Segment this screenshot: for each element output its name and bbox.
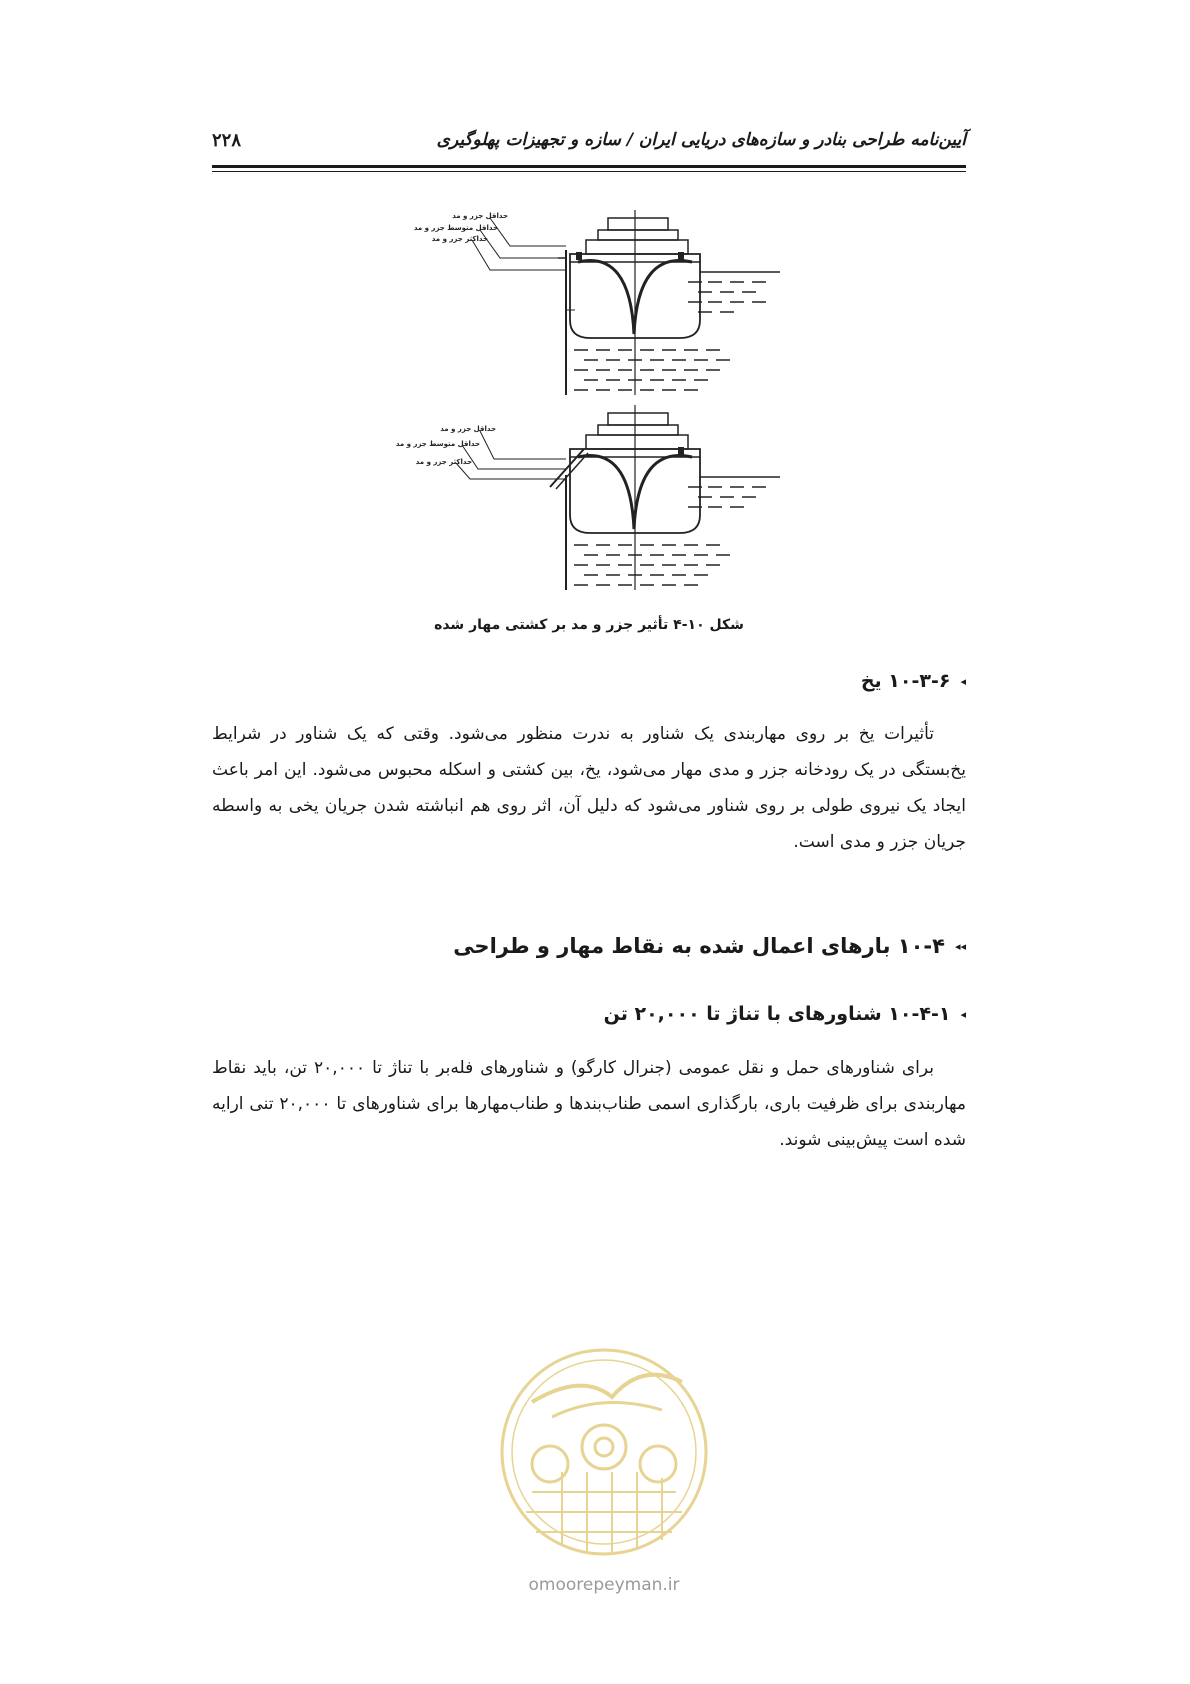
figure-caption: شکل ۱۰-۴ تأثیر جزر و مد بر کشتی مهار شده [434,617,744,633]
bullet-marker: ◂ [960,1007,966,1021]
label-min-tide: حداقل جزر و مد [440,425,496,433]
double-bullet-marker: ◂◂ [954,939,966,953]
heading-vessels [604,1003,966,1025]
watermark-logo [492,1302,716,1602]
label-min-mean-tide: حداقل متوسط جزر و مد [395,440,480,448]
label-max-tide: حداکثر جزر و مد [415,458,472,466]
header-rule-thick [212,165,966,168]
figure-ship-low-tide [390,405,790,590]
heading-vessels-text: ۱۰-۴-۱ شناورهای با تناژ تا ۲۰,۰۰۰ تن [603,1003,951,1025]
paragraph-ice [212,716,966,860]
figure-ship-high-tide [390,210,790,395]
heading-ice-text: ۱۰-۳-۶ یخ [860,670,951,692]
paragraph-vessels-text: برای شناورهای حمل و نقل عمومی (جنرال کارگو) و شناورهای فله‌بر با تناژ تا ۲۰,۰۰۰ تن، باید نقاط مهاربندی برای ظرفیت باری، بارگذاری اسمی طناب‌بندها و طناب‌مهارها برای شناورهای تا ۲۰,۰۰۰ تنی ارایه شده است پیش‌بینی شوند. [212,1058,966,1150]
label-min-mean-tide: حداقل متوسط جزر و مد [413,224,498,232]
header-rule-thin [212,171,966,172]
paragraph-ice-text: تأثیرات یخ بر روی مهاربندی یک شناور به ندرت منظور می‌شود. وقتی که یک شناور در شرایط یخ‌بستگی در یک رودخانه جزر و مدی مهار می‌شود، یخ، بین کشتی و اسکله محبوس می‌شود. این امر باعث ایجاد یک نیروی طولی بر روی شناور می‌شود که دلیل آن، اثر روی هم انباشته شدن جریان یخی به واسطه جریان جزر و مدی است. [212,724,966,852]
label-min-tide: حداقل جزر و مد [452,212,508,220]
paragraph-vessels [212,1050,966,1158]
heading-loads [453,934,966,958]
page-header [212,126,966,170]
running-title: آیین‌نامه طراحی بنادر و سازه‌های دریایی ایران / سازه و تجهیزات پهلوگیری [436,130,966,150]
label-max-tide: حداکثر جزر و مد [431,235,488,243]
page-number: ۲۲۸ [212,130,242,151]
watermark-site: omoorepeyman.ir [528,1575,680,1595]
heading-ice [861,670,966,692]
heading-loads-text: ۱۰-۴ بارهای اعمال شده به نقاط مهار و طراحی [453,934,945,958]
bullet-marker: ◂ [960,674,966,688]
